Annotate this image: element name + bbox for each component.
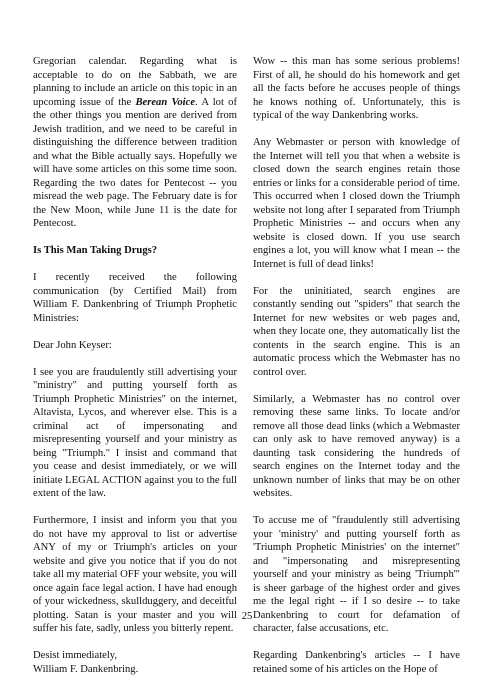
paragraph — [33, 55, 237, 231]
letter-salutation: Dear John Keyser: — [33, 339, 112, 351]
paragraph: Furthermore, I insist and inform you that you do not have my approval to list or advertise ANY of my or Triumph's articles on your website and give you notice that if you do not take all my material OFF your website, you will once again face legal action. I have had enough of your wickedness, skullduggery, and deceitful plotting. Satan is your master and you will suffer his fate, sadly, unless you bitterly repent. — [33, 515, 237, 634]
paragraph: To accuse me of "fraudulently still advertising your 'ministry' and putting yourself forth as 'Triumph Prophetic Ministries' on the internet" and "impersonating and misrepresenting yourself and your ministry as being 'Triumph'" is sheer garbage of the highest order and gives me the legal right -- if I so desire -- to take Dankenbring to court for defamation of character, false accusations, etc. — [253, 515, 460, 634]
left-column — [33, 55, 237, 690]
letter-closing: Desist immediately, — [33, 650, 118, 661]
section-heading: Is This Man Taking Drugs? — [33, 245, 158, 256]
paragraph: I see you are fraudulently still advertising your "ministry" and putting yourself forth as Triumph Prophetic Ministries" on the internet, Altavista, Lycos, and wherever else. This is a criminal act of impersonating and misrepresenting yourself and your ministry as being "Triumph." I insist and command that you cease and desist immediately, or we will initiate LEGAL ACTION against you to the full extent of the law. — [33, 366, 237, 499]
text-run: Gregorian calendar. Regarding what is acceptable to do on the Sabbath, we are planning to include an article on this topic in an upcoming issue of the — [33, 56, 237, 108]
paragraph: I recently received the following communication (by Certified Mail) from William F. Dankenbring of Triumph Prophetic Ministries: — [33, 272, 237, 324]
paragraph: Similarly, a Webmaster has no control over removing these same links. To locate and/or remove all those dead links (which a Webmaster can only ask to have removed anyway) is a daunting task considering the hundreds of search engines on the Internet today and the unknown number of links that may be on other websites. — [253, 393, 460, 499]
letter-signature: William F. Dankenbring. — [33, 663, 139, 675]
publication-title: Berean Voice — [135, 96, 196, 108]
paragraph: Wow -- this man has some serious problems! First of all, he should do his homework and get all the facts before he accuses people of things he knows nothing of. Unfortunately, this is typical of the way Dankenbring works. — [253, 56, 460, 121]
paragraph: For the uninitiated, search engines are constantly sending out "spiders" that search the Internet for new websites or web pages and, when they locate one, they automatically list the contents in the search engine. This is an automatic process which the Webmaster has no control over. — [253, 285, 460, 378]
text-run: . A lot of the other things you mention are derived from Jewish tradition, and we need to be careful in distinguishing the difference between tradition and what the Bible actually says. Hopefully we will have some articles on this some time soon. Regarding the two dates for Pentecost -- you misread the web page. The February date is for the New Moon, while June 11 is the date for Pentecost. — [33, 96, 237, 229]
page-number: 25 — [241, 611, 253, 622]
paragraph: Regarding Dankenbring's articles -- I have retained some of his articles on the Hope of — [253, 650, 460, 675]
paragraph: Any Webmaster or person with knowledge of the Internet will tell you that when a website is closed down the search engines retain those entries or links for a considerable period of time. This occurred when I closed down the Triumph website not long after I separated from Triumph Prophetic Ministries -- and occurs when any website is closed down. If you use search engines a lot, you will know what I mean -- the Internet is full of dead links! — [253, 137, 460, 270]
right-column — [253, 55, 460, 690]
